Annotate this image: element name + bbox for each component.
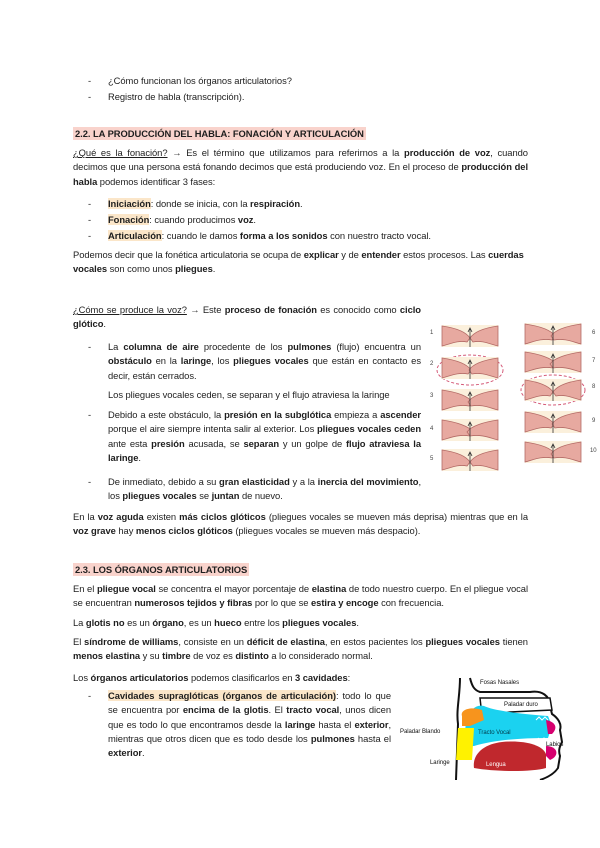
label-paladar-duro: Paladar duro bbox=[504, 702, 538, 708]
label-paladar-blando: Paladar Blando bbox=[400, 729, 441, 735]
paragraph-fonetica: Podemos decir que la fonética articulatoria se ocupa de explicar y de entender estos procesos. Las cuerdas vocales son como unos pliegues. bbox=[73, 249, 524, 275]
section-heading-2-3: 2.3. LOS ÓRGANOS ARTICULATORIOS bbox=[75, 564, 248, 575]
vocal-fold-frame bbox=[525, 411, 581, 433]
figure-number: 2 bbox=[430, 361, 434, 367]
paragraph-glotis: La glotis no es un órgano, es un hueco entre los pliegues vocales. bbox=[73, 617, 359, 628]
bullet-cavidades: Cavidades supraglóticas (órganos de articulación): todo lo que se encuentra por encima de la glotis. El tracto vocal, unos dicen que es todo lo que encontramos desde la laringe hasta el exterior, mientras que otros dicen que es todo desde los pulmones hasta el exterior. bbox=[108, 690, 391, 759]
label-laringe: Laringe bbox=[430, 760, 450, 766]
lips-lower bbox=[546, 746, 556, 760]
vocal-fold-frame bbox=[442, 357, 498, 379]
label-labios: Labios bbox=[546, 742, 564, 748]
paragraph-williams: El síndrome de williams, consiste en un déficit de elastina, en estos pacientes los pliegues vocales tienen menos elastina y su timbre de voz es distinto a lo considerado normal. bbox=[73, 636, 528, 662]
vocal-fold-frame bbox=[525, 441, 581, 463]
vocal-fold-frame bbox=[442, 449, 498, 471]
vocal-tract-diagram bbox=[400, 676, 580, 780]
list-dash: - bbox=[88, 690, 92, 701]
vocal-folds-frames bbox=[442, 323, 581, 471]
list-dash: - bbox=[88, 198, 92, 209]
figure-number: 7 bbox=[592, 358, 596, 364]
figure-number: 9 bbox=[592, 418, 596, 424]
vocal-fold-frame bbox=[442, 325, 498, 347]
label-tracto-vocal: Tracto Vocal bbox=[478, 730, 511, 736]
tongue-shape bbox=[474, 742, 546, 772]
figure-number: 10 bbox=[590, 448, 597, 454]
glottal-cycle-figure bbox=[428, 322, 600, 472]
list-dash: - bbox=[88, 230, 92, 241]
figure-number: 5 bbox=[430, 456, 434, 462]
vocal-fold-frame bbox=[442, 389, 498, 411]
list-dash: - bbox=[88, 341, 92, 352]
bullet-columna: La columna de aire procedente de los pulmones (flujo) encuentra un obstáculo en la laringe, los pliegues vocales que están en contacto es decir, están cerrados. bbox=[108, 341, 421, 381]
list-dash: - bbox=[88, 214, 92, 225]
bullet-sub: Los pliegues vocales ceden, se separan y el flujo atraviesa la laringe bbox=[108, 389, 390, 400]
figure-number: 3 bbox=[430, 393, 434, 399]
figure-number: 4 bbox=[430, 426, 434, 432]
section-heading-2-2: 2.2. LA PRODUCCIÓN DEL HABLA: FONACIÓN Y ARTICULACIÓN bbox=[75, 128, 364, 139]
label-lengua: Lengua bbox=[486, 762, 506, 768]
list-dash: - bbox=[88, 476, 92, 487]
vocal-fold-frame bbox=[525, 351, 581, 373]
paragraph-voz-aguda: En la voz aguda existen más ciclos glóticos (pliegues vocales se mueven más deprisa) mientras que en la voz grave hay menos ciclos glóticos (pliegues vocales se mueven más despacio). bbox=[73, 511, 528, 537]
bullet-elasticidad: De inmediato, debido a su gran elasticidad y a la inercia del movimiento, los pliegues vocales se juntan de nuevo. bbox=[108, 476, 422, 502]
phase-item: Articulación: cuando le damos forma a los sonidos con nuestro tracto vocal. bbox=[108, 230, 431, 241]
paragraph-elastina: En el pliegue vocal se concentra el mayor porcentaje de elastina de todo nuestro cuerpo. En el pliegue vocal se encuentran numerosos tejidos y fibras por lo que se estira y encoge con frecuencia. bbox=[73, 583, 528, 609]
list-item: Registro de habla (transcripción). bbox=[108, 91, 245, 102]
bullet-presion: Debido a este obstáculo, la presión en la subglótica empieza a ascender porque el aire siempre intenta salir al exterior. Los pliegues vocales ceden ante esta presión acusada, se separan y un golpe de flujo atraviesa la laringe. bbox=[108, 409, 421, 463]
figure-number: 6 bbox=[592, 330, 596, 336]
paragraph-voz: ¿Cómo se produce la voz? → Este proceso de fonación es conocido como ciclo glótico. bbox=[73, 304, 421, 330]
list-dash: - bbox=[88, 91, 92, 102]
figure-number: 8 bbox=[592, 384, 596, 390]
figure-number: 1 bbox=[430, 330, 434, 336]
list-dash: - bbox=[88, 409, 92, 420]
label-fosas-nasales: Fosas Nasales bbox=[480, 680, 520, 686]
vocal-fold-frame bbox=[525, 323, 581, 345]
paragraph-fonacion: ¿Qué es la fonación? → Es el término que utilizamos para referirnos a la producción de voz, cuando decimos que una persona está fonando decimos que está produciendo voz. En el proceso de producción del habla podemos identificar 3 fases: bbox=[73, 147, 528, 187]
paragraph-organos: Los órganos articulatorios podemos clasificarlos en 3 cavidades: bbox=[73, 672, 351, 683]
question-fonacion: ¿Qué es la fonación? bbox=[73, 147, 168, 158]
vocal-fold-frame bbox=[525, 379, 581, 401]
question-voz: ¿Cómo se produce la voz? bbox=[73, 304, 187, 315]
list-dash: - bbox=[88, 75, 92, 86]
phase-item: Iniciación: donde se inicia, con la respiración. bbox=[108, 198, 303, 209]
phase-item: Fonación: cuando producimos voz. bbox=[108, 214, 256, 225]
list-item: ¿Cómo funcionan los órganos articulatorios? bbox=[108, 75, 292, 86]
vocal-fold-frame bbox=[442, 419, 498, 441]
larynx-shape bbox=[456, 728, 474, 760]
